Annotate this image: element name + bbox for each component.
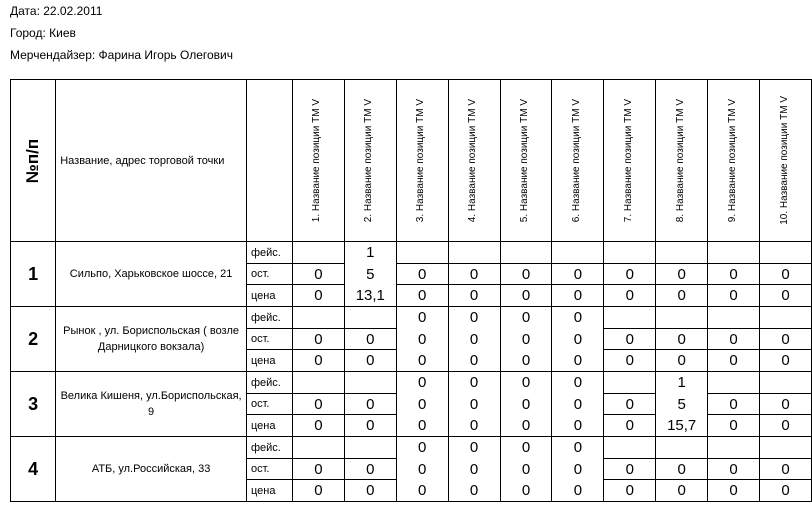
table-cell: 0: [760, 329, 812, 350]
table-row: [11, 242, 812, 264]
table-cell: 0: [448, 437, 500, 459]
table-cell: 0: [344, 350, 396, 372]
table-cell: 0: [448, 415, 500, 437]
position-header: [604, 80, 656, 242]
table-cell: 0: [760, 394, 812, 415]
table-cell: [656, 437, 708, 459]
table-cell: 0: [656, 350, 708, 372]
store-number: 2: [11, 307, 56, 372]
table-cell: 0: [500, 285, 552, 307]
table-cell: 0: [448, 350, 500, 372]
position-header: [344, 80, 396, 242]
table-cell: 0: [552, 350, 604, 372]
merchandising-table: [10, 79, 812, 502]
table-cell: 0: [448, 264, 500, 285]
table-cell: 0: [500, 264, 552, 285]
table-cell: 0: [292, 329, 344, 350]
table-cell: 0: [656, 480, 708, 502]
table-cell: 0: [500, 350, 552, 372]
table-cell: 0: [656, 264, 708, 285]
table-cell: 0: [396, 329, 448, 350]
position-header-label: 6. Название позиции ТМ V: [570, 98, 582, 223]
table-row: [11, 437, 812, 459]
position-header: [656, 80, 708, 242]
position-header: [500, 80, 552, 242]
table-cell: [760, 242, 812, 264]
table-cell: 0: [344, 329, 396, 350]
table-cell: 0: [344, 415, 396, 437]
table-cell: 0: [448, 480, 500, 502]
table-cell: [760, 437, 812, 459]
report-date: Дата: 22.02.2011: [10, 4, 103, 18]
table-cell: [396, 242, 448, 264]
table-cell: [344, 437, 396, 459]
table-cell: 0: [760, 285, 812, 307]
row-label: цена: [246, 415, 292, 437]
table-cell: 1: [656, 372, 708, 394]
table-header-row: [11, 80, 812, 242]
table-cell: 0: [396, 415, 448, 437]
table-cell: [292, 307, 344, 329]
table-cell: 0: [396, 307, 448, 329]
position-header-label: 3. Название позиции ТМ V: [415, 98, 427, 223]
table-cell: 0: [552, 264, 604, 285]
position-header: [448, 80, 500, 242]
table-row: [11, 307, 812, 329]
table-cell: 0: [552, 480, 604, 502]
table-cell: 0: [448, 372, 500, 394]
table-row: [11, 372, 812, 394]
table-cell: 0: [604, 480, 656, 502]
table-cell: [292, 437, 344, 459]
table-cell: 0: [292, 415, 344, 437]
table-cell: 0: [500, 307, 552, 329]
table-cell: [604, 242, 656, 264]
table-cell: 0: [552, 415, 604, 437]
table-cell: 0: [396, 350, 448, 372]
table-cell: 0: [760, 350, 812, 372]
table-cell: 0: [708, 459, 760, 480]
table-cell: 0: [708, 264, 760, 285]
table-cell: 0: [708, 329, 760, 350]
table-cell: 0: [500, 437, 552, 459]
table-cell: 0: [292, 394, 344, 415]
table-cell: 0: [708, 480, 760, 502]
table-cell: 0: [604, 350, 656, 372]
table-cell: 0: [396, 264, 448, 285]
row-label: цена: [246, 480, 292, 502]
table-cell: [344, 307, 396, 329]
table-cell: 0: [500, 329, 552, 350]
row-label: фейс.: [246, 372, 292, 394]
table-cell: 0: [552, 459, 604, 480]
row-number-header: №п/п: [11, 80, 56, 242]
store-name: АТБ, ул.Российская, 33: [56, 437, 247, 502]
table-cell: 0: [604, 264, 656, 285]
table-cell: 0: [760, 480, 812, 502]
position-header: [760, 80, 812, 242]
table-cell: 0: [292, 480, 344, 502]
table-cell: 0: [552, 285, 604, 307]
table-cell: [708, 307, 760, 329]
table-cell: 0: [552, 307, 604, 329]
store-number: 3: [11, 372, 56, 437]
table-cell: 0: [760, 459, 812, 480]
table-cell: [656, 242, 708, 264]
table-cell: 0: [604, 415, 656, 437]
table-cell: 0: [500, 415, 552, 437]
position-header: [396, 80, 448, 242]
table-cell: 0: [708, 415, 760, 437]
table-cell: 0: [500, 480, 552, 502]
table-cell: [448, 242, 500, 264]
table-cell: 0: [604, 329, 656, 350]
store-name: Сильпо, Харьковское шоссе, 21: [56, 242, 247, 307]
table-cell: [708, 242, 760, 264]
table-cell: [552, 242, 604, 264]
table-cell: 15,7: [656, 415, 708, 437]
table-cell: 0: [656, 459, 708, 480]
table-cell: [656, 307, 708, 329]
table-cell: 0: [656, 329, 708, 350]
position-header-label: 10. Название позиции ТМ V: [778, 96, 790, 225]
table-cell: 0: [604, 394, 656, 415]
table-cell: 0: [760, 264, 812, 285]
store-name-header: Название, адрес торговой точки: [56, 80, 247, 242]
table-cell: 0: [344, 480, 396, 502]
store-number: 4: [11, 437, 56, 502]
position-header-label: 8. Название позиции ТМ V: [674, 98, 686, 223]
table-cell: 5: [344, 264, 396, 285]
position-header-label: 1. Название позиции ТМ V: [311, 98, 323, 223]
row-label-header: [246, 80, 292, 242]
table-cell: 1: [344, 242, 396, 264]
table-cell: 0: [448, 285, 500, 307]
store-name: Рынок , ул. Бориспольская ( возле Дарницкого вокзала): [56, 307, 247, 372]
table-cell: 0: [500, 372, 552, 394]
table-cell: [604, 372, 656, 394]
table-cell: 0: [396, 437, 448, 459]
table-cell: 0: [292, 459, 344, 480]
table-body: [11, 242, 812, 502]
table-cell: 0: [552, 372, 604, 394]
table-cell: 0: [448, 459, 500, 480]
table-cell: 0: [396, 459, 448, 480]
table-cell: [708, 437, 760, 459]
row-label: ост.: [246, 459, 292, 480]
table-cell: 0: [708, 394, 760, 415]
row-label: фейс.: [246, 437, 292, 459]
table-cell: [604, 307, 656, 329]
table-cell: 0: [604, 285, 656, 307]
table-cell: 0: [344, 394, 396, 415]
table-cell: 0: [500, 459, 552, 480]
table-cell: [708, 372, 760, 394]
row-label: ост.: [246, 264, 292, 285]
table-cell: [604, 437, 656, 459]
table-cell: [760, 372, 812, 394]
table-cell: 0: [552, 437, 604, 459]
position-header: [708, 80, 760, 242]
table-cell: 0: [552, 329, 604, 350]
store-name: Велика Кишеня, ул.Бориспольская, 9: [56, 372, 247, 437]
table-cell: [500, 242, 552, 264]
position-header-label: 5. Название позиции ТМ V: [518, 98, 530, 223]
table-cell: [292, 242, 344, 264]
row-label: ост.: [246, 394, 292, 415]
table-cell: 0: [708, 350, 760, 372]
table-cell: 0: [344, 459, 396, 480]
store-number: 1: [11, 242, 56, 307]
position-header-label: 7. Название позиции ТМ V: [622, 98, 634, 223]
position-header: [292, 80, 344, 242]
table-cell: 0: [656, 285, 708, 307]
position-header: [552, 80, 604, 242]
table-cell: [760, 307, 812, 329]
table-cell: 0: [396, 372, 448, 394]
position-header-label: 4. Название позиции ТМ V: [467, 98, 479, 223]
table-cell: 0: [292, 264, 344, 285]
table-cell: 0: [396, 285, 448, 307]
table-cell: 0: [448, 329, 500, 350]
table-cell: 13,1: [344, 285, 396, 307]
table-cell: 0: [396, 394, 448, 415]
table-cell: [344, 372, 396, 394]
position-header-label: 9. Название позиции ТМ V: [726, 98, 738, 223]
table-cell: 0: [760, 415, 812, 437]
table-cell: 0: [448, 394, 500, 415]
report-city: Город: Киев: [10, 26, 76, 40]
table-cell: 0: [604, 459, 656, 480]
row-label: цена: [246, 350, 292, 372]
position-header-label: 2. Название позиции ТМ V: [363, 98, 375, 223]
report-merchandiser: Мерчендайзер: Фарина Игорь Олегович: [10, 48, 234, 62]
table-cell: 5: [656, 394, 708, 415]
table-cell: 0: [708, 285, 760, 307]
table-cell: [292, 372, 344, 394]
row-label: фейс.: [246, 242, 292, 264]
table-cell: 0: [552, 394, 604, 415]
row-label: ост.: [246, 329, 292, 350]
row-label: цена: [246, 285, 292, 307]
table-cell: 0: [396, 480, 448, 502]
table-cell: 0: [292, 350, 344, 372]
table-cell: 0: [292, 285, 344, 307]
table-cell: 0: [448, 307, 500, 329]
row-label: фейс.: [246, 307, 292, 329]
table-cell: 0: [500, 394, 552, 415]
